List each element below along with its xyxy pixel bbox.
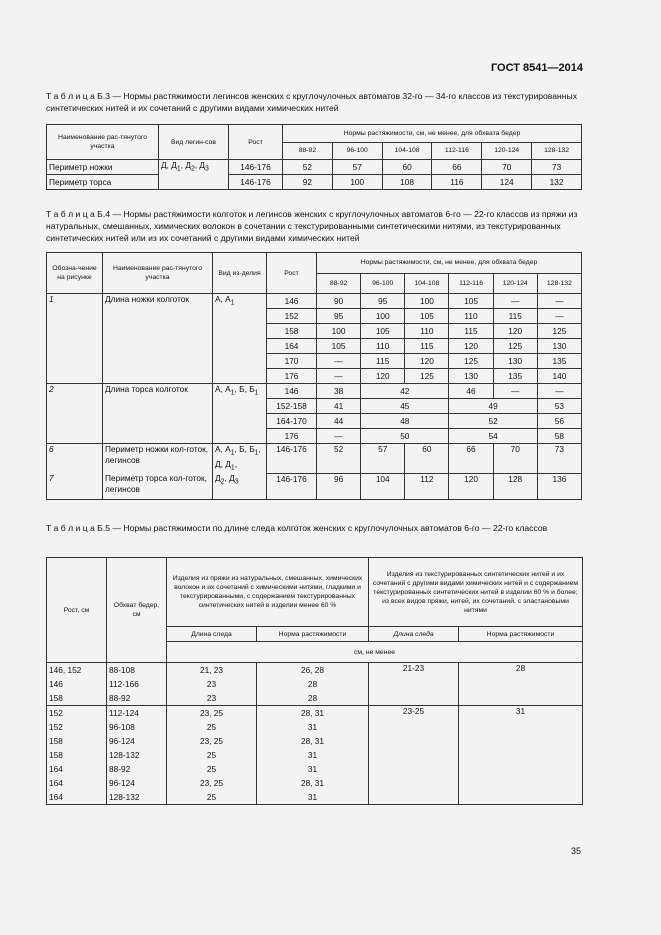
caption-text: — Нормы растяжимости колготок и легинсов женских с круглочулочных автоматов 6-го — 22-го классов из пряжи из натуральных, смешанных, химических волокон в сочетании с текстурированными синтетическими нитями, из текстурированных синтетических нитей или из их сочетаний с другими видами химических нитей bbox=[46, 209, 578, 243]
cell: 136 bbox=[537, 473, 581, 500]
cell: Длина ножки колготок bbox=[103, 294, 213, 384]
cell: Периметр торса кол-готок, легинсов bbox=[103, 473, 213, 500]
col-header: 88-92 bbox=[283, 142, 333, 160]
cell: 23, 25 bbox=[167, 776, 257, 790]
cell: $Д_2$, $Д_3$ bbox=[213, 473, 267, 500]
cell: 70 bbox=[482, 160, 532, 175]
cell: 146-176 bbox=[267, 473, 317, 500]
cell: 100 bbox=[332, 175, 382, 190]
cell: 44 bbox=[317, 414, 361, 429]
table-row bbox=[47, 160, 582, 175]
cell: 176 bbox=[267, 369, 317, 384]
cell: 31 bbox=[257, 762, 369, 776]
cell: 132 bbox=[532, 175, 582, 190]
cell: 48 bbox=[361, 414, 449, 429]
cell: 164 bbox=[47, 762, 107, 776]
cell: 31 bbox=[257, 720, 369, 734]
cell: 66 bbox=[432, 160, 482, 175]
table-row bbox=[47, 663, 583, 678]
col-header: 88-92 bbox=[317, 273, 361, 294]
col-header: Норма растяжимости bbox=[459, 627, 583, 642]
cell: 146 bbox=[47, 677, 107, 691]
cell: 88-92 bbox=[107, 762, 167, 776]
cell: — bbox=[317, 369, 361, 384]
table-row bbox=[47, 473, 582, 500]
cell: 112-166 bbox=[107, 677, 167, 691]
cell: А, $А_1$, Б, $Б_1$, Д, $Д_1$, bbox=[213, 444, 267, 474]
col-header: 96-100 bbox=[361, 273, 405, 294]
cell: 52 bbox=[449, 414, 537, 429]
header-cell: Рост, см bbox=[47, 558, 107, 663]
header-cell: Вид из-делия bbox=[213, 253, 267, 294]
cell: 158 bbox=[47, 691, 107, 706]
cell: 170 bbox=[267, 354, 317, 369]
cell: 58 bbox=[537, 429, 581, 444]
table-b3 bbox=[46, 124, 582, 190]
cell: 128 bbox=[493, 473, 537, 500]
cell: 135 bbox=[537, 354, 581, 369]
table-row bbox=[47, 444, 582, 474]
caption-text: — Нормы растяжимости по длине следа колготок женских с круглочулочных автоматов 6-го — 22-го классов bbox=[110, 523, 548, 533]
cell: 152 bbox=[267, 309, 317, 324]
cell: 125 bbox=[537, 324, 581, 339]
cell: 41 bbox=[317, 399, 361, 414]
cell: 25 bbox=[167, 790, 257, 805]
cell: 54 bbox=[449, 429, 537, 444]
cell: Длина торса колготок bbox=[103, 384, 213, 444]
table-row bbox=[47, 294, 582, 309]
cell: 70 bbox=[493, 444, 537, 474]
cell: 28, 31 bbox=[257, 776, 369, 790]
cell: 152-158 bbox=[267, 399, 317, 414]
cell: — bbox=[537, 294, 581, 309]
cell: 100 bbox=[405, 294, 449, 309]
header-cell: Изделия из пряжи из натуральных, смешанных, химических волокон и их сочетаний с химическими нитями, гладкими и текстурированными, с содержанием текстурированных синтетических нитей в изделии менее 60 % bbox=[167, 558, 369, 627]
cell: 88-108 bbox=[107, 663, 167, 678]
cell: 96-108 bbox=[107, 720, 167, 734]
cell: 88-92 bbox=[107, 691, 167, 706]
cell: 128-132 bbox=[107, 790, 167, 805]
cell: 146 bbox=[267, 384, 317, 399]
cell: 66 bbox=[449, 444, 493, 474]
cell: 95 bbox=[361, 294, 405, 309]
cell: А, $А_1$ bbox=[213, 294, 267, 384]
cell: 146, 152 bbox=[47, 663, 107, 678]
cell: 42 bbox=[361, 384, 449, 399]
col-header: 96-100 bbox=[332, 142, 382, 160]
header-cell: Обхват бедер, см bbox=[107, 558, 167, 663]
table-b4-caption bbox=[46, 208, 582, 244]
cell: 2 bbox=[47, 384, 103, 444]
cell: 60 bbox=[382, 160, 432, 175]
cell: 31 bbox=[257, 790, 369, 805]
cell: 23 bbox=[167, 677, 257, 691]
cell: 53 bbox=[537, 399, 581, 414]
cell: 90 bbox=[317, 294, 361, 309]
cell: 152 bbox=[47, 720, 107, 734]
cell: — bbox=[493, 384, 537, 399]
table-row bbox=[47, 384, 582, 399]
header-cell: Изделия из текстурированных синтетических нитей и их сочетаний с другими видами химических нитей и с содержанием текстурированных синтетических нитей в изделии 60 % и более; из всех видов пряжи, нитей, их сочетаний, с эластановыми нитями bbox=[369, 558, 583, 627]
header-cell: Нормы растяжимости, см, не менее, для обхвата бедер bbox=[317, 253, 582, 274]
cell: 108 bbox=[382, 175, 432, 190]
col-header: Длина следа bbox=[369, 627, 459, 642]
cell: 45 bbox=[361, 399, 449, 414]
cell: 6 bbox=[47, 444, 103, 474]
cell: 140 bbox=[537, 369, 581, 384]
cell: 28 bbox=[257, 677, 369, 691]
cell: 96 bbox=[317, 473, 361, 500]
cell: 25 bbox=[167, 720, 257, 734]
cell: 26, 28 bbox=[257, 663, 369, 678]
cell: — bbox=[537, 309, 581, 324]
cell: 164 bbox=[47, 790, 107, 805]
cell: 115 bbox=[405, 339, 449, 354]
cell: 152 bbox=[47, 706, 107, 721]
cell: 100 bbox=[317, 324, 361, 339]
cell: 128-132 bbox=[107, 748, 167, 762]
col-header: 120-124 bbox=[493, 273, 537, 294]
cell: 120 bbox=[405, 354, 449, 369]
cell: 130 bbox=[537, 339, 581, 354]
cell: 95 bbox=[317, 309, 361, 324]
cell: 31 bbox=[459, 706, 583, 805]
cell: 96-124 bbox=[107, 776, 167, 790]
cell: 46 bbox=[449, 384, 493, 399]
cell: 25 bbox=[167, 748, 257, 762]
cell: 7 bbox=[47, 473, 103, 500]
header-cell: Вид легин-сов bbox=[159, 125, 229, 160]
cell: 146 bbox=[267, 294, 317, 309]
cell: 146-176 bbox=[229, 175, 283, 190]
col-header: 120-124 bbox=[482, 142, 532, 160]
cell: 125 bbox=[493, 339, 537, 354]
cell: 105 bbox=[405, 309, 449, 324]
cell: 176 bbox=[267, 429, 317, 444]
cell: 164 bbox=[267, 339, 317, 354]
cell: 57 bbox=[361, 444, 405, 474]
cell: 23, 25 bbox=[167, 734, 257, 748]
cell: 105 bbox=[317, 339, 361, 354]
cell: 125 bbox=[449, 354, 493, 369]
col-header: Норма растяжимости bbox=[257, 627, 369, 642]
cell: 57 bbox=[332, 160, 382, 175]
cell: 120 bbox=[361, 369, 405, 384]
cell: 115 bbox=[493, 309, 537, 324]
cell: 96-124 bbox=[107, 734, 167, 748]
table-b4 bbox=[46, 252, 582, 500]
cell: 110 bbox=[405, 324, 449, 339]
cell: 56 bbox=[537, 414, 581, 429]
col-header: 104-108 bbox=[382, 142, 432, 160]
col-header: 112-116 bbox=[449, 273, 493, 294]
cell: 130 bbox=[449, 369, 493, 384]
cell: 120 bbox=[493, 324, 537, 339]
cell: 146-176 bbox=[229, 160, 283, 175]
cell: 120 bbox=[449, 473, 493, 500]
cell: 164 bbox=[47, 776, 107, 790]
cell: — bbox=[317, 354, 361, 369]
cell: 110 bbox=[361, 339, 405, 354]
cell: 52 bbox=[283, 160, 333, 175]
cell: 21, 23 bbox=[167, 663, 257, 678]
cell: — bbox=[317, 429, 361, 444]
cell: 104 bbox=[361, 473, 405, 500]
cell: 23, 25 bbox=[167, 706, 257, 721]
cell: 125 bbox=[405, 369, 449, 384]
cell: — bbox=[493, 294, 537, 309]
header-cell: Обозна-чение на рисунке bbox=[47, 253, 103, 294]
cell: 28, 31 bbox=[257, 734, 369, 748]
cell: — bbox=[537, 384, 581, 399]
cell: 21-23 bbox=[369, 663, 459, 706]
cell: 49 bbox=[449, 399, 537, 414]
cell: 105 bbox=[449, 294, 493, 309]
cell: 158 bbox=[47, 734, 107, 748]
cell: 105 bbox=[361, 324, 405, 339]
cell: 73 bbox=[537, 444, 581, 474]
cell: 115 bbox=[449, 324, 493, 339]
cell: 116 bbox=[432, 175, 482, 190]
col-header: 104-108 bbox=[405, 273, 449, 294]
cell: 115 bbox=[361, 354, 405, 369]
cell: 23 bbox=[167, 691, 257, 706]
cell: 112-124 bbox=[107, 706, 167, 721]
table-label: Т а б л и ц а Б.4 bbox=[46, 209, 110, 219]
cell: Периметр торса bbox=[47, 175, 159, 190]
cell: 28, 31 bbox=[257, 706, 369, 721]
cell: 31 bbox=[257, 748, 369, 762]
table-b3-caption bbox=[46, 90, 582, 114]
header-cell: Рост bbox=[267, 253, 317, 294]
cell: 112 bbox=[405, 473, 449, 500]
cell: Периметр ножки кол-готок, легинсов bbox=[103, 444, 213, 474]
table-label: Т а б л и ц а Б.5 bbox=[46, 523, 110, 533]
cell: 60 bbox=[405, 444, 449, 474]
cell: 130 bbox=[493, 354, 537, 369]
cell: 38 bbox=[317, 384, 361, 399]
table-row bbox=[47, 175, 582, 190]
cell: 124 bbox=[482, 175, 532, 190]
cell: А, $А_1$, Б, $Б_1$ bbox=[213, 384, 267, 444]
col-header: 128-132 bbox=[537, 273, 581, 294]
table-label: Т а б л и ц а Б.3 bbox=[46, 91, 110, 101]
cell: 28 bbox=[459, 663, 583, 706]
header-cell: Наименование рас-тянутого участка bbox=[103, 253, 213, 294]
cell: Периметр ножки bbox=[47, 160, 159, 175]
page-number: 35 bbox=[570, 846, 581, 856]
cell: 28 bbox=[257, 691, 369, 706]
cell: 120 bbox=[449, 339, 493, 354]
document-header: ГОСТ 8541—2014 bbox=[490, 62, 583, 74]
cell: 164-170 bbox=[267, 414, 317, 429]
unit-header: см, не менее bbox=[167, 642, 583, 663]
cell: 73 bbox=[532, 160, 582, 175]
table-b5-caption bbox=[46, 522, 582, 534]
cell: 146-176 bbox=[267, 444, 317, 474]
header-cell: Наименование рас-тянутого участка bbox=[47, 125, 159, 160]
table-b5 bbox=[46, 557, 583, 805]
header-cell: Нормы растяжимости, см, не менее, для обхвата бедер bbox=[283, 125, 582, 143]
col-header: Длина следа bbox=[167, 627, 257, 642]
cell: 100 bbox=[361, 309, 405, 324]
header-cell: Рост bbox=[229, 125, 283, 160]
col-header: 112-116 bbox=[432, 142, 482, 160]
cell: 110 bbox=[449, 309, 493, 324]
cell: Д, $Д_1$, $Д_2$, $Д_3$ bbox=[159, 160, 229, 190]
cell: 92 bbox=[283, 175, 333, 190]
caption-text: — Нормы растяжимости легинсов женских с круглочулочных автоматов 32-го — 34-го классов из текстурированных синтетических нитей и их сочетаний с другими видами химических нитей bbox=[46, 91, 578, 113]
cell: 25 bbox=[167, 762, 257, 776]
cell: 158 bbox=[47, 748, 107, 762]
table-row bbox=[47, 706, 583, 721]
cell: 158 bbox=[267, 324, 317, 339]
cell: 23-25 bbox=[369, 706, 459, 805]
cell: 50 bbox=[361, 429, 449, 444]
cell: 52 bbox=[317, 444, 361, 474]
col-header: 128-132 bbox=[532, 142, 582, 160]
cell: 135 bbox=[493, 369, 537, 384]
cell: 1 bbox=[47, 294, 103, 384]
